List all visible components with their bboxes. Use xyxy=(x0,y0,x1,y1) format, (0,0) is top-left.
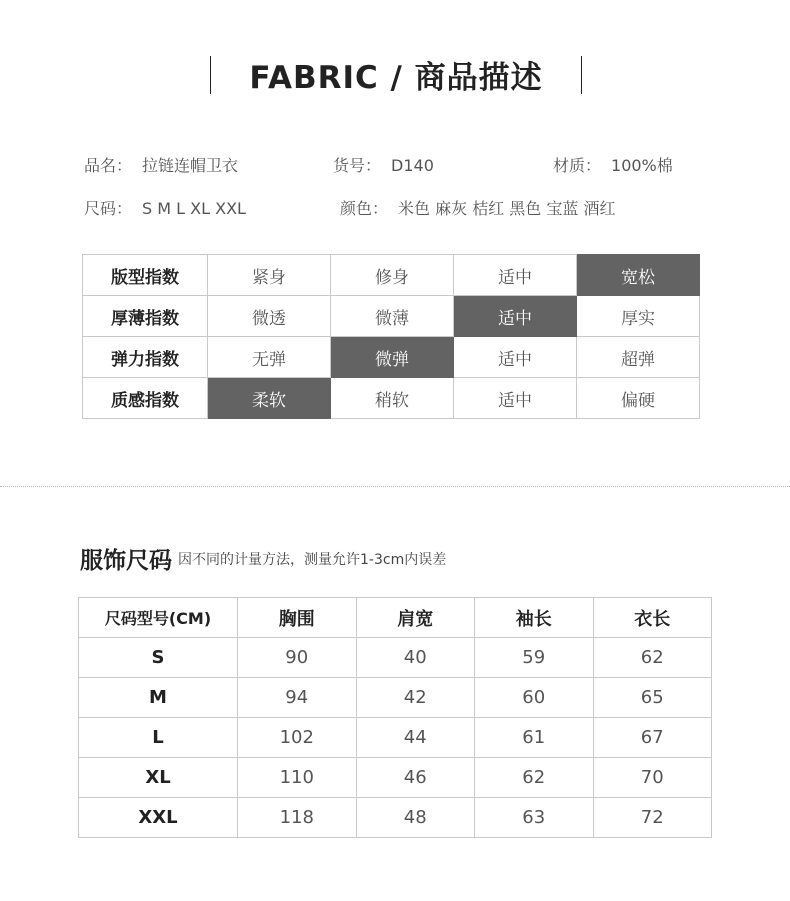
table-cell: 59 xyxy=(475,638,594,678)
table-cell: 110 xyxy=(238,758,357,798)
index-option: 厚实 xyxy=(577,296,700,337)
index-row-label: 版型指数 xyxy=(83,255,208,296)
index-option: 适中 xyxy=(454,255,577,296)
index-option: 偏硬 xyxy=(577,378,700,419)
size-label-cell: XXL xyxy=(79,798,238,838)
table-cell: 44 xyxy=(356,718,475,758)
table-row xyxy=(79,638,712,678)
index-option: 微弹 xyxy=(331,337,454,378)
section-divider xyxy=(0,486,790,487)
table-cell: 62 xyxy=(475,758,594,798)
index-option: 适中 xyxy=(454,296,577,337)
index-option: 无弹 xyxy=(208,337,331,378)
info-name xyxy=(84,153,238,176)
index-option: 微薄 xyxy=(331,296,454,337)
size-table-header: 肩宽 xyxy=(356,598,475,638)
table-cell: 90 xyxy=(238,638,357,678)
index-option: 适中 xyxy=(454,378,577,419)
info-color xyxy=(340,196,615,219)
table-row xyxy=(79,678,712,718)
table-cell: 61 xyxy=(475,718,594,758)
table-cell: 63 xyxy=(475,798,594,838)
size-table-header: 衣长 xyxy=(593,598,712,638)
index-option: 修身 xyxy=(331,255,454,296)
table-cell: 118 xyxy=(238,798,357,838)
index-option: 稍软 xyxy=(331,378,454,419)
fabric-index-table xyxy=(82,254,700,419)
index-option: 适中 xyxy=(454,337,577,378)
info-name-label: 品名： xyxy=(84,156,133,175)
table-cell: 70 xyxy=(593,758,712,798)
page-title: FABRIC / 商品描述 xyxy=(249,59,543,96)
table-cell: 102 xyxy=(238,718,357,758)
size-section-note: 因不同的计量方法，测量允许1-3cm内误差 xyxy=(178,551,447,568)
info-size-value: S M L XL XXL xyxy=(142,199,246,218)
title-frame xyxy=(210,56,582,94)
info-sku-value: D140 xyxy=(391,156,434,175)
info-material-value: 100%棉 xyxy=(611,156,673,175)
size-table-header-row xyxy=(79,598,712,638)
index-row-label: 质感指数 xyxy=(83,378,208,419)
index-option: 宽松 xyxy=(577,255,700,296)
table-row xyxy=(79,718,712,758)
index-row-elasticity xyxy=(83,337,700,378)
info-size xyxy=(84,196,246,219)
info-sku xyxy=(333,153,434,176)
size-section-header xyxy=(80,542,446,575)
table-cell: 48 xyxy=(356,798,475,838)
table-cell: 60 xyxy=(475,678,594,718)
index-option: 柔软 xyxy=(208,378,331,419)
table-row xyxy=(79,798,712,838)
table-cell: 65 xyxy=(593,678,712,718)
table-cell: 94 xyxy=(238,678,357,718)
table-cell: 72 xyxy=(593,798,712,838)
table-cell: 42 xyxy=(356,678,475,718)
index-row-texture xyxy=(83,378,700,419)
info-color-label: 颜色： xyxy=(340,199,389,218)
info-color-value: 米色 麻灰 桔红 黑色 宝蓝 酒红 xyxy=(398,199,616,218)
size-table-header: 胸围 xyxy=(238,598,357,638)
info-material xyxy=(553,153,673,176)
size-label-cell: S xyxy=(79,638,238,678)
size-label-cell: M xyxy=(79,678,238,718)
info-sku-label: 货号： xyxy=(333,156,382,175)
size-table-header: 袖长 xyxy=(475,598,594,638)
index-option: 微透 xyxy=(208,296,331,337)
table-row xyxy=(79,758,712,798)
index-option: 超弹 xyxy=(577,337,700,378)
index-row-label: 弹力指数 xyxy=(83,337,208,378)
info-name-value: 拉链连帽卫衣 xyxy=(142,156,239,175)
index-option: 紧身 xyxy=(208,255,331,296)
size-table-header: 尺码型号(CM) xyxy=(79,598,238,638)
size-label-cell: XL xyxy=(79,758,238,798)
table-cell: 40 xyxy=(356,638,475,678)
table-cell: 67 xyxy=(593,718,712,758)
index-row-fit xyxy=(83,255,700,296)
info-size-label: 尺码： xyxy=(84,199,133,218)
index-row-thickness xyxy=(83,296,700,337)
size-label-cell: L xyxy=(79,718,238,758)
size-chart-table xyxy=(78,597,712,838)
size-section-heading: 服饰尺码 xyxy=(80,548,172,574)
table-cell: 46 xyxy=(356,758,475,798)
info-material-label: 材质： xyxy=(553,156,602,175)
index-row-label: 厚薄指数 xyxy=(83,296,208,337)
table-cell: 62 xyxy=(593,638,712,678)
